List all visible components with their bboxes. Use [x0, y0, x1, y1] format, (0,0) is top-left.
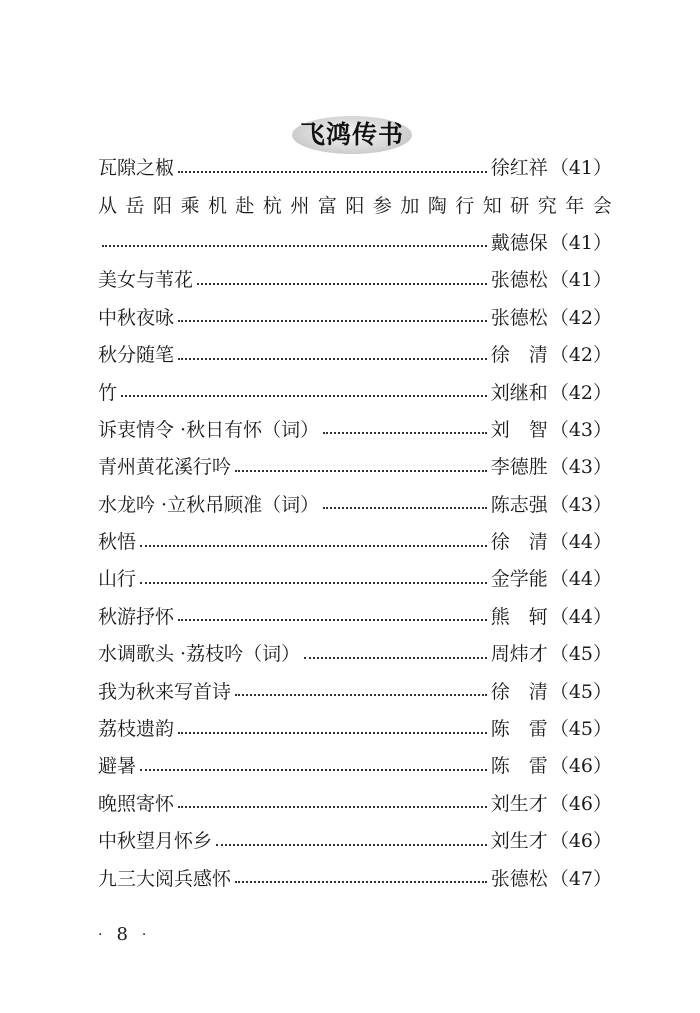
toc-entry-title: 秋游抒怀	[98, 605, 175, 628]
toc-entry[interactable]	[98, 412, 612, 449]
toc-entry-author: 张德松	[490, 867, 548, 890]
toc-entry-title: 水龙吟 ·立秋吊顾准（词）	[98, 493, 320, 516]
dot-leader	[323, 420, 487, 440]
table-of-contents	[98, 150, 612, 898]
dot-leader	[178, 607, 487, 627]
dot-leader	[235, 869, 487, 889]
toc-entry[interactable]	[98, 561, 612, 598]
toc-entry-title: 竹	[98, 381, 118, 404]
dot-leader	[178, 794, 487, 814]
toc-entry-page: （47）	[549, 867, 612, 890]
dot-leader	[216, 832, 487, 852]
toc-entry-author: 周炜才	[490, 643, 548, 666]
toc-entry-title: 山行	[98, 568, 137, 591]
toc-entry-title: 荔枝遗韵	[98, 718, 175, 741]
toc-entry-page: （46）	[549, 830, 612, 853]
toc-entry[interactable]	[98, 524, 612, 561]
toc-entry-author: 徐 清	[490, 344, 548, 367]
toc-entry[interactable]	[98, 599, 612, 636]
toc-entry[interactable]	[98, 262, 612, 299]
toc-entry-page: （42）	[549, 306, 612, 329]
dot-leader	[235, 682, 487, 702]
toc-entry-page: （45）	[549, 718, 612, 741]
toc-entry-page: （42）	[549, 381, 612, 404]
toc-entry-title: 九三大阅兵感怀	[98, 867, 232, 890]
toc-entry-page: （45）	[549, 643, 612, 666]
toc-entry-author: 熊 轲	[490, 605, 548, 628]
toc-entry[interactable]	[98, 374, 612, 411]
section-header	[292, 112, 412, 154]
toc-entry[interactable]	[98, 823, 612, 860]
toc-entry[interactable]	[98, 337, 612, 374]
dot-leader	[304, 645, 487, 665]
toc-entry-author: 金学能	[490, 568, 548, 591]
dot-leader	[178, 346, 487, 366]
dot-leader	[178, 159, 487, 179]
dot-leader	[235, 458, 487, 478]
toc-entry[interactable]	[98, 187, 612, 224]
toc-entry[interactable]	[98, 711, 612, 748]
toc-entry[interactable]	[98, 860, 612, 897]
footer-dot-right: ·	[141, 926, 147, 943]
toc-entry[interactable]	[98, 786, 612, 823]
toc-entry[interactable]	[98, 636, 612, 673]
toc-entry-page: （44）	[549, 605, 612, 628]
toc-entry-title: 中秋望月怀乡	[98, 830, 213, 853]
toc-entry-author: 徐 清	[490, 531, 548, 554]
toc-entry[interactable]	[98, 673, 612, 710]
toc-entry-page: （46）	[549, 755, 612, 778]
toc-entry-title: 秋分随笔	[98, 344, 175, 367]
dot-leader	[140, 757, 487, 777]
toc-entry-author: 刘继和	[490, 381, 548, 404]
toc-entry[interactable]	[98, 449, 612, 486]
toc-entry-author: 陈志强	[490, 493, 548, 516]
toc-entry-author: 徐红祥	[490, 157, 548, 180]
toc-entry-title: 诉衷情令 ·秋日有怀（词）	[98, 418, 320, 441]
toc-entry-title: 从 岳 阳 乘 机 赴 杭 州 富 阳 参 加 陶 行 知 研 究 年 会	[98, 194, 612, 217]
page-footer	[98, 924, 146, 945]
toc-entry-author: 刘生才	[490, 830, 548, 853]
toc-entry-page: （41）	[549, 157, 612, 180]
toc-entry-title: 晚照寄怀	[98, 792, 175, 815]
toc-entry[interactable]	[98, 225, 612, 262]
dot-leader	[102, 233, 487, 253]
toc-entry-page: （43）	[549, 493, 612, 516]
toc-entry-title: 青州黄花溪行吟	[98, 456, 232, 479]
toc-entry-page: （44）	[549, 531, 612, 554]
toc-entry-page: （44）	[549, 568, 612, 591]
toc-entry[interactable]	[98, 300, 612, 337]
toc-entry-author: 张德松	[490, 269, 548, 292]
toc-entry[interactable]	[98, 748, 612, 785]
dot-leader	[178, 308, 487, 328]
toc-entry-author: 刘 智	[490, 418, 548, 441]
toc-entry-author: 戴德保	[490, 231, 548, 254]
toc-entry-author: 陈 雷	[490, 718, 548, 741]
dot-leader	[140, 570, 487, 590]
dot-leader	[178, 720, 487, 740]
toc-entry-author: 徐 清	[490, 680, 548, 703]
footer-dot-left: ·	[98, 926, 103, 943]
toc-entry-title: 避暑	[98, 755, 137, 778]
toc-entry[interactable]	[98, 150, 612, 187]
toc-entry-title: 我为秋来写首诗	[98, 680, 232, 703]
toc-entry-title: 秋悟	[98, 531, 137, 554]
section-title: 飞鸿传书	[299, 120, 404, 149]
toc-entry-page: （41）	[549, 269, 612, 292]
toc-entry-author: 陈 雷	[490, 755, 548, 778]
toc-entry-page: （45）	[549, 680, 612, 703]
toc-entry-title: 水调歌头 ·荔枝吟（词）	[98, 643, 301, 666]
toc-entry-title: 中秋夜咏	[98, 306, 175, 329]
toc-entry-title: 美女与苇花	[98, 269, 194, 292]
toc-entry-author: 刘生才	[490, 792, 548, 815]
dot-leader	[197, 271, 487, 291]
dot-leader	[140, 533, 487, 553]
toc-entry-author: 张德松	[490, 306, 548, 329]
toc-entry-title: 瓦隙之椒	[98, 157, 175, 180]
dot-leader	[323, 495, 487, 515]
toc-entry-page: （41）	[549, 231, 612, 254]
toc-entry-page: （43）	[549, 418, 612, 441]
page-number: 8	[116, 924, 128, 945]
toc-entry-page: （42）	[549, 344, 612, 367]
dot-leader	[121, 383, 487, 403]
toc-entry-page: （46）	[549, 792, 612, 815]
toc-entry-page: （43）	[549, 456, 612, 479]
toc-entry-author: 李德胜	[490, 456, 548, 479]
toc-entry[interactable]	[98, 487, 612, 524]
